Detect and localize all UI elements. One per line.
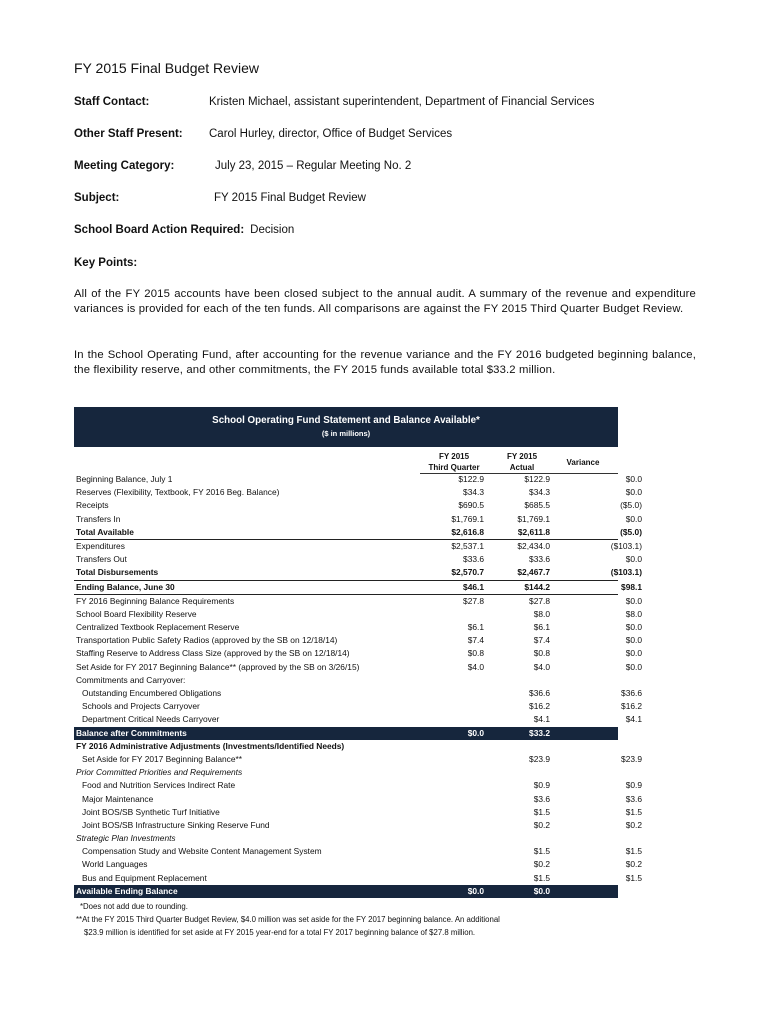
paragraph-summary: All of the FY 2015 accounts have been closed subject to the annual audit. A summary of the revenue and expenditure variances is provided for each of the ten funds. All comparisons are against the FY 2015 Third Quarter Budget Review. [74, 288, 696, 315]
cell-actual: $0.9 [533, 780, 550, 791]
table-row [74, 608, 642, 621]
col-variance: Variance [566, 458, 600, 467]
cell-third-quarter: $2,570.7 [451, 567, 484, 578]
cell-variance: $36.6 [621, 688, 642, 698]
table-row [74, 540, 642, 553]
cell-actual: $144.2 [524, 581, 550, 592]
table-row [74, 621, 642, 634]
cell-actual: $34.3 [529, 487, 550, 498]
cell-third-quarter: $0.0 [467, 885, 484, 896]
meta-other-staff [74, 128, 452, 140]
row-label: Total Available [76, 526, 134, 537]
table-subtitle: ($ in millions) [321, 429, 371, 438]
meta-value: FY 2015 Final Budget Review [214, 192, 366, 204]
table-row [74, 779, 642, 792]
cell-third-quarter: $4.0 [467, 661, 484, 672]
table-row [74, 872, 642, 885]
cell-actual: $27.8 [529, 595, 550, 606]
table-row [74, 713, 642, 726]
footnote: **At the FY 2015 Third Quarter Budget Review, $4.0 million was set aside for the FY 2017 beginning balance. An additional [76, 915, 500, 924]
paragraph-operating-fund: In the School Operating Fund, after accounting for the revenue variance and the FY 2016 budgeted beginning balance, the flexibility reserve, and other commitments, the FY 2015 funds available total $33.2 million. [74, 349, 696, 376]
cell-actual: $36.6 [529, 688, 550, 698]
row-label: Strategic Plan Investments [76, 833, 176, 844]
meta-value: Carol Hurley, director, Office of Budget Services [209, 128, 453, 140]
cell-variance: $1.5 [625, 806, 642, 817]
table-row [74, 486, 642, 499]
table-row [74, 687, 642, 700]
row-label: Outstanding Encumbered Obligations [82, 688, 222, 698]
table-row [74, 858, 642, 871]
table-row [74, 700, 642, 713]
cell-variance: $0.0 [625, 513, 642, 524]
meta-label: School Board Action Required: [74, 224, 245, 236]
table-row [74, 806, 642, 819]
cell-third-quarter: $2,537.1 [451, 540, 484, 551]
cell-actual: $33.2 [529, 727, 550, 738]
cell-actual: $2,434.0 [517, 540, 550, 551]
table-row [74, 661, 642, 674]
cell-third-quarter: $34.3 [463, 487, 484, 498]
footnote: $23.9 million is identified for set aside at FY 2015 year-end for a total FY 2017 beginning balance of $27.8 million. [84, 928, 476, 937]
row-label: Beginning Balance, July 1 [76, 474, 173, 484]
cell-variance: ($103.1) [610, 567, 642, 578]
col-actual [494, 451, 550, 473]
cell-actual: $23.9 [529, 753, 550, 764]
cell-variance: $0.0 [625, 487, 642, 498]
table-footnotes [74, 900, 618, 939]
cell-actual: $33.6 [529, 554, 550, 565]
cell-third-quarter: $7.4 [467, 635, 484, 646]
cell-variance: $0.0 [625, 474, 642, 484]
cell-actual: $0.2 [533, 859, 550, 870]
cell-actual: $122.9 [524, 474, 550, 484]
cell-variance: $0.0 [625, 648, 642, 659]
row-label: Transportation Public Safety Radios (approved by the SB on 12/18/14) [76, 635, 338, 646]
cell-actual: $4.0 [533, 661, 550, 672]
cell-variance: $0.0 [625, 622, 642, 633]
cell-third-quarter: $27.8 [463, 595, 484, 606]
table-row [74, 581, 642, 595]
key-points-heading [74, 257, 137, 269]
cell-variance: ($5.0) [620, 526, 642, 537]
meta-label: Subject: [74, 192, 120, 204]
cell-actual: $1.5 [533, 806, 550, 817]
table-row [74, 845, 642, 858]
meta-action-required [74, 224, 294, 236]
table-row [74, 526, 642, 540]
row-label: Transfers Out [76, 554, 127, 565]
meta-value: July 23, 2015 – Regular Meeting No. 2 [215, 160, 412, 172]
meta-staff-contact [74, 96, 594, 108]
cell-third-quarter: $6.1 [467, 622, 484, 633]
column-headers [74, 447, 618, 473]
cell-actual: $4.1 [533, 714, 550, 725]
table-row [74, 793, 642, 806]
cell-variance: $1.5 [625, 872, 642, 883]
col-third-quarter [420, 451, 488, 473]
row-label: Balance after Commitments [76, 727, 187, 738]
cell-actual: $0.0 [533, 885, 550, 896]
cell-actual: $2,467.7 [517, 567, 550, 578]
cell-third-quarter: $1,769.1 [451, 513, 484, 524]
row-label: Transfers In [76, 513, 121, 524]
table-row [74, 885, 642, 898]
table-row [74, 819, 642, 832]
page-title: FY 2015 Final Budget Review [74, 60, 259, 76]
cell-variance: $0.0 [625, 661, 642, 672]
cell-actual: $3.6 [533, 793, 550, 804]
table-row [74, 674, 618, 687]
row-label: World Languages [82, 859, 148, 870]
table-row [74, 740, 618, 753]
cell-actual: $6.1 [533, 622, 550, 633]
col-actual-label: Actual [509, 463, 535, 472]
table-row [74, 473, 642, 486]
row-label: Major Maintenance [82, 793, 154, 804]
row-label: Compensation Study and Website Content Management System [82, 846, 322, 857]
cell-variance: $0.0 [625, 554, 642, 565]
cell-actual: $1,769.1 [517, 513, 550, 524]
row-label: School Board Flexibility Reserve [76, 608, 197, 619]
table-row [74, 753, 642, 766]
cell-actual: $0.8 [533, 648, 550, 659]
row-label: Prior Committed Priorities and Requirements [76, 767, 243, 778]
fund-statement-table [74, 407, 642, 939]
cell-actual: $8.0 [533, 608, 550, 619]
row-label: Schools and Projects Carryover [82, 701, 200, 712]
cell-third-quarter: $2,616.8 [451, 526, 484, 537]
meta-meeting-category [74, 160, 411, 172]
cell-third-quarter: $33.6 [463, 554, 484, 565]
cell-variance: $4.1 [625, 714, 642, 725]
cell-actual: $7.4 [533, 635, 550, 646]
meta-label: Other Staff Present: [74, 128, 183, 140]
cell-variance: $0.0 [625, 885, 642, 896]
cell-variance: $98.1 [621, 581, 642, 592]
row-label: Ending Balance, June 30 [76, 581, 175, 592]
row-label: Centralized Textbook Replacement Reserve [76, 622, 240, 633]
table-row [74, 553, 642, 566]
table-row [74, 832, 618, 845]
meta-value: Kristen Michael, assistant superintendent, Department of Financial Services [209, 96, 595, 108]
row-label: Available Ending Balance [76, 885, 178, 896]
row-label: Food and Nutrition Services Indirect Rate [82, 780, 236, 791]
col-actual-year: FY 2015 [506, 452, 538, 461]
cell-variance: $0.2 [625, 819, 642, 830]
table-header [74, 407, 618, 447]
meta-subject [74, 192, 366, 204]
meta-value: Decision [250, 224, 295, 236]
table-row [74, 513, 642, 526]
table-title: School Operating Fund Statement and Balance Available* [212, 415, 480, 426]
row-label: Set Aside for FY 2017 Beginning Balance** (approved by the SB on 3/26/15) [76, 661, 360, 672]
table-row [74, 647, 642, 660]
table-row [74, 499, 642, 512]
col-third-quarter-year: FY 2015 [438, 452, 470, 461]
cell-variance: $8.0 [625, 608, 642, 619]
row-label: FY 2016 Beginning Balance Requirements [76, 595, 235, 606]
cell-variance: $0.0 [625, 595, 642, 606]
row-label: FY 2016 Administrative Adjustments (Investments/Identified Needs) [76, 740, 345, 751]
row-label: Total Disbursements [76, 567, 159, 578]
cell-variance: $1.5 [625, 846, 642, 857]
cell-variance: $0.0 [625, 635, 642, 646]
row-label: Reserves (Flexibility, Textbook, FY 2016 Beg. Balance) [76, 487, 280, 498]
row-label: Bus and Equipment Replacement [82, 872, 207, 883]
cell-variance: $33.2 [621, 727, 642, 738]
table-body [74, 473, 642, 898]
cell-variance: $0.2 [625, 859, 642, 870]
cell-variance: ($5.0) [620, 500, 642, 511]
table-row [74, 566, 642, 580]
cell-third-quarter: $0.8 [467, 648, 484, 659]
row-label: Department Critical Needs Carryover [82, 714, 220, 725]
meta-label: Staff Contact: [74, 96, 150, 108]
table-row [74, 727, 642, 740]
row-label: Joint BOS/SB Synthetic Turf Initiative [82, 806, 220, 817]
cell-third-quarter: $122.9 [458, 474, 484, 484]
footnote: *Does not add due to rounding. [80, 902, 188, 911]
cell-third-quarter: $46.1 [463, 581, 484, 592]
row-label: Joint BOS/SB Infrastructure Sinking Reserve Fund [82, 819, 270, 830]
cell-variance: $23.9 [621, 753, 642, 764]
row-label: Receipts [76, 500, 109, 511]
cell-third-quarter: $690.5 [458, 500, 484, 511]
row-label: Staffing Reserve to Address Class Size (approved by the SB on 12/18/14) [76, 648, 350, 659]
cell-actual: $1.5 [533, 872, 550, 883]
row-label: Expenditures [76, 540, 125, 551]
meta-label: Meeting Category: [74, 160, 175, 172]
table-row [74, 595, 642, 608]
cell-actual: $685.5 [524, 500, 550, 511]
cell-actual: $0.2 [533, 819, 550, 830]
cell-variance: ($103.1) [610, 540, 642, 551]
cell-variance: $0.9 [625, 780, 642, 791]
cell-third-quarter: $0.0 [467, 727, 484, 738]
table-row [74, 634, 642, 647]
table-row [74, 766, 618, 779]
cell-variance: $16.2 [621, 701, 642, 712]
row-label: Commitments and Carryover: [76, 674, 186, 685]
row-label: Set Aside for FY 2017 Beginning Balance** [82, 753, 243, 764]
col-third-quarter-label: Third Quarter [428, 463, 480, 472]
cell-actual: $1.5 [533, 846, 550, 857]
cell-actual: $2,611.8 [517, 526, 550, 537]
cell-actual: $16.2 [529, 701, 550, 712]
cell-variance: $3.6 [625, 793, 642, 804]
key-points-label: Key Points: [74, 257, 138, 269]
